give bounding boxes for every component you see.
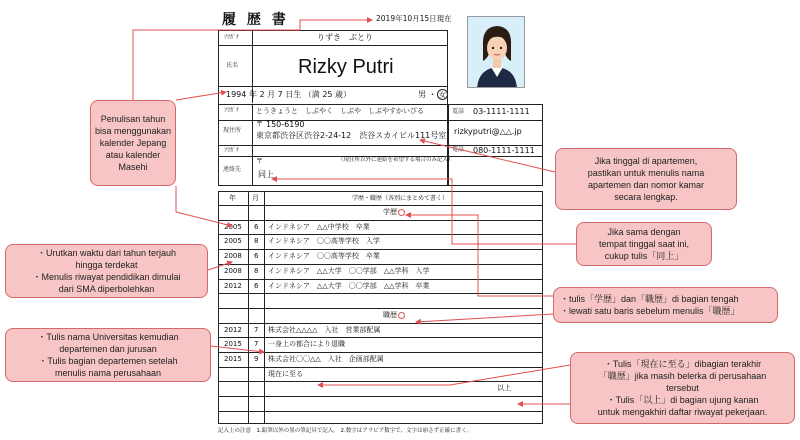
callout-line: Jika tinggal di apartemen, bbox=[594, 155, 698, 166]
history-month: 6 bbox=[254, 281, 259, 290]
history-year: 2012 bbox=[224, 281, 242, 290]
callout-line: cukup tulis「同上」 bbox=[604, 251, 684, 262]
address-furigana-label: ﾌﾘｶﾞﾅ bbox=[224, 107, 240, 114]
resume-title: 履 歴 書 bbox=[222, 12, 289, 28]
callout-line: ・Menulis riwayat pendidikan dimulai bbox=[32, 272, 181, 282]
birth-date: 1994 年 2 月 7 日生 （満 25 歳） bbox=[226, 90, 352, 99]
callout-line: tempat tinggal saat ini, bbox=[598, 238, 690, 249]
history-month: 7 bbox=[254, 325, 259, 334]
contact-value: 同上 bbox=[258, 170, 274, 179]
postal-code: 150-6190 bbox=[266, 120, 305, 129]
end-text: 以上 bbox=[497, 384, 511, 393]
contact-phone-value: 080-1111-1111 bbox=[473, 146, 535, 155]
callout-line: dari SMA diperbolehkan bbox=[58, 284, 155, 295]
history-entry: インドネシア 〇〇高等学校 入学 bbox=[268, 237, 380, 246]
history-year: 2015 bbox=[224, 355, 242, 363]
history-entry: 株式会社〇〇△△ 入社 企画部配属 bbox=[268, 355, 384, 363]
callout-line: ・Tulis nama Universitas kemudian bbox=[37, 331, 179, 342]
phone-value: 03-1111-1111 bbox=[473, 107, 530, 116]
arrow-ending-current bbox=[318, 365, 570, 385]
contact-phone-label: 電話 bbox=[452, 146, 465, 153]
contact-furigana-label: ﾌﾘｶﾞﾅ bbox=[224, 147, 240, 154]
history-year-header: 年 bbox=[229, 194, 236, 202]
history-month-header: 月 bbox=[252, 194, 259, 202]
callout-line: ・Tulis bagian departemen setelah bbox=[38, 356, 178, 366]
arrow-same bbox=[272, 179, 576, 244]
history-entry: インドネシア △△大学 〇〇学部 △△学科 卒業 bbox=[268, 281, 430, 290]
history-month: 7 bbox=[254, 340, 259, 349]
callout-line: apartemen dan nomor kamar bbox=[587, 180, 705, 190]
callout-line: pastikan untuk menulis nama bbox=[587, 167, 705, 178]
history-year: 2005 bbox=[224, 222, 242, 231]
history-month: 6 bbox=[254, 252, 259, 261]
postal-mark: 〒 bbox=[256, 120, 263, 128]
callout-line: kalender Jepang bbox=[99, 137, 167, 148]
name-label: 氏名 bbox=[226, 62, 239, 69]
furigana-label: ﾌﾘｶﾞﾅ bbox=[224, 34, 240, 41]
callout-line: departemen dan jurusan bbox=[59, 343, 157, 354]
education-heading: 学歴 bbox=[383, 208, 397, 216]
contact-note: （現住所以外に連絡を希望する場合のみ記入） bbox=[338, 157, 454, 163]
callout-line: ・lewati satu baris sebelum menulis「職歴」 bbox=[560, 306, 740, 316]
address-label: 現住所 bbox=[223, 127, 242, 134]
furigana-value: りずき ぷとり bbox=[317, 33, 373, 42]
address-furigana: とうきょうと しぶやく しぶや しぶやすかいびる bbox=[256, 107, 424, 115]
sex-selected: 女 bbox=[439, 91, 446, 99]
history-entry: インドネシア △△大学 〇〇学部 △△学科 入学 bbox=[268, 266, 430, 275]
history-entry: 株式会社△△△△ 入社 営業部配属 bbox=[268, 325, 381, 334]
callout-line: secara lengkap. bbox=[614, 192, 678, 203]
history-year: 2015 bbox=[224, 340, 242, 349]
callout-line: atau kalender bbox=[105, 150, 161, 161]
callout-line: hingga terdekat bbox=[75, 259, 138, 270]
arrow-calendar-birth bbox=[176, 92, 226, 100]
footer-note: 記入上の注意 1.鉛筆以外の黒の筆記具で記入。 2.数字はアラビア数字で、文字は崩さず正確に書く。 bbox=[218, 428, 473, 434]
sex-options: 男 ・ bbox=[418, 90, 437, 99]
history-month: 6 bbox=[254, 222, 259, 231]
arrow-headings-work bbox=[416, 314, 553, 322]
arrow-order bbox=[208, 262, 232, 270]
email-value: rizkyputri@△△.jp bbox=[454, 127, 522, 136]
history-month: 9 bbox=[254, 355, 259, 363]
history-year: 2008 bbox=[224, 266, 242, 275]
callout-line: menulis nama perusahaan bbox=[54, 368, 162, 379]
callout-line: Jika sama dengan bbox=[607, 226, 681, 237]
history-year: 2012 bbox=[224, 325, 242, 334]
history-entry: インドネシア △△中学校 卒業 bbox=[268, 222, 370, 231]
callout-line: tersebut bbox=[666, 382, 699, 393]
callout-line: ・tulis「学歴」dan「職歴」di bagian tengah bbox=[560, 293, 739, 304]
arrow-headings-edu bbox=[406, 215, 553, 296]
address-value: 東京都渋谷区渋谷2-24-12 渋谷スカイビル111号室 bbox=[256, 131, 447, 140]
contact-label: 連絡先 bbox=[223, 166, 242, 173]
callout-line: 「職歴」jika masih belerka di perusahaan bbox=[598, 370, 767, 381]
callout-line: ・Urutkan waktu dari tahun terjauh bbox=[36, 247, 177, 258]
contact-postal-mark: 〒 bbox=[256, 157, 263, 165]
callout-line: ・Tulis「以上」di bagian ujung kanan bbox=[606, 395, 759, 406]
history-year: 2008 bbox=[224, 252, 242, 261]
history-entry: 一身上の都合により退職 bbox=[268, 340, 345, 349]
history-year: 2005 bbox=[224, 237, 242, 246]
phone-label: 電話 bbox=[452, 108, 465, 115]
history-month: 8 bbox=[254, 237, 259, 246]
callout-line: untuk mengakhiri daftar riwayat pekerjaan. bbox=[597, 407, 768, 418]
work-heading: 職歴 bbox=[383, 310, 397, 319]
callout-line: Penulisan tahun bbox=[100, 113, 166, 124]
callout-line: ・Tulis「現在に至る」dibagian terakhir bbox=[603, 358, 762, 369]
callout-line: Masehi bbox=[118, 162, 148, 173]
current-text: 現在に至る bbox=[268, 369, 303, 378]
history-month: 8 bbox=[254, 266, 259, 275]
arrow-calendar-date bbox=[133, 20, 372, 100]
history-entry: インドネシア 〇〇高等学校 卒業 bbox=[268, 252, 380, 261]
arrow-university bbox=[211, 346, 264, 352]
arrow-apartment bbox=[420, 140, 555, 172]
date-note: 2019年10月15日現在 bbox=[376, 14, 452, 23]
callout-line: bisa menggunakan bbox=[94, 125, 172, 136]
arrow-calendar-history bbox=[176, 186, 232, 226]
history-content-header: 学歴・職歴（各別にまとめて書く） bbox=[352, 195, 449, 202]
name-value: Rizky Putri bbox=[298, 56, 394, 78]
